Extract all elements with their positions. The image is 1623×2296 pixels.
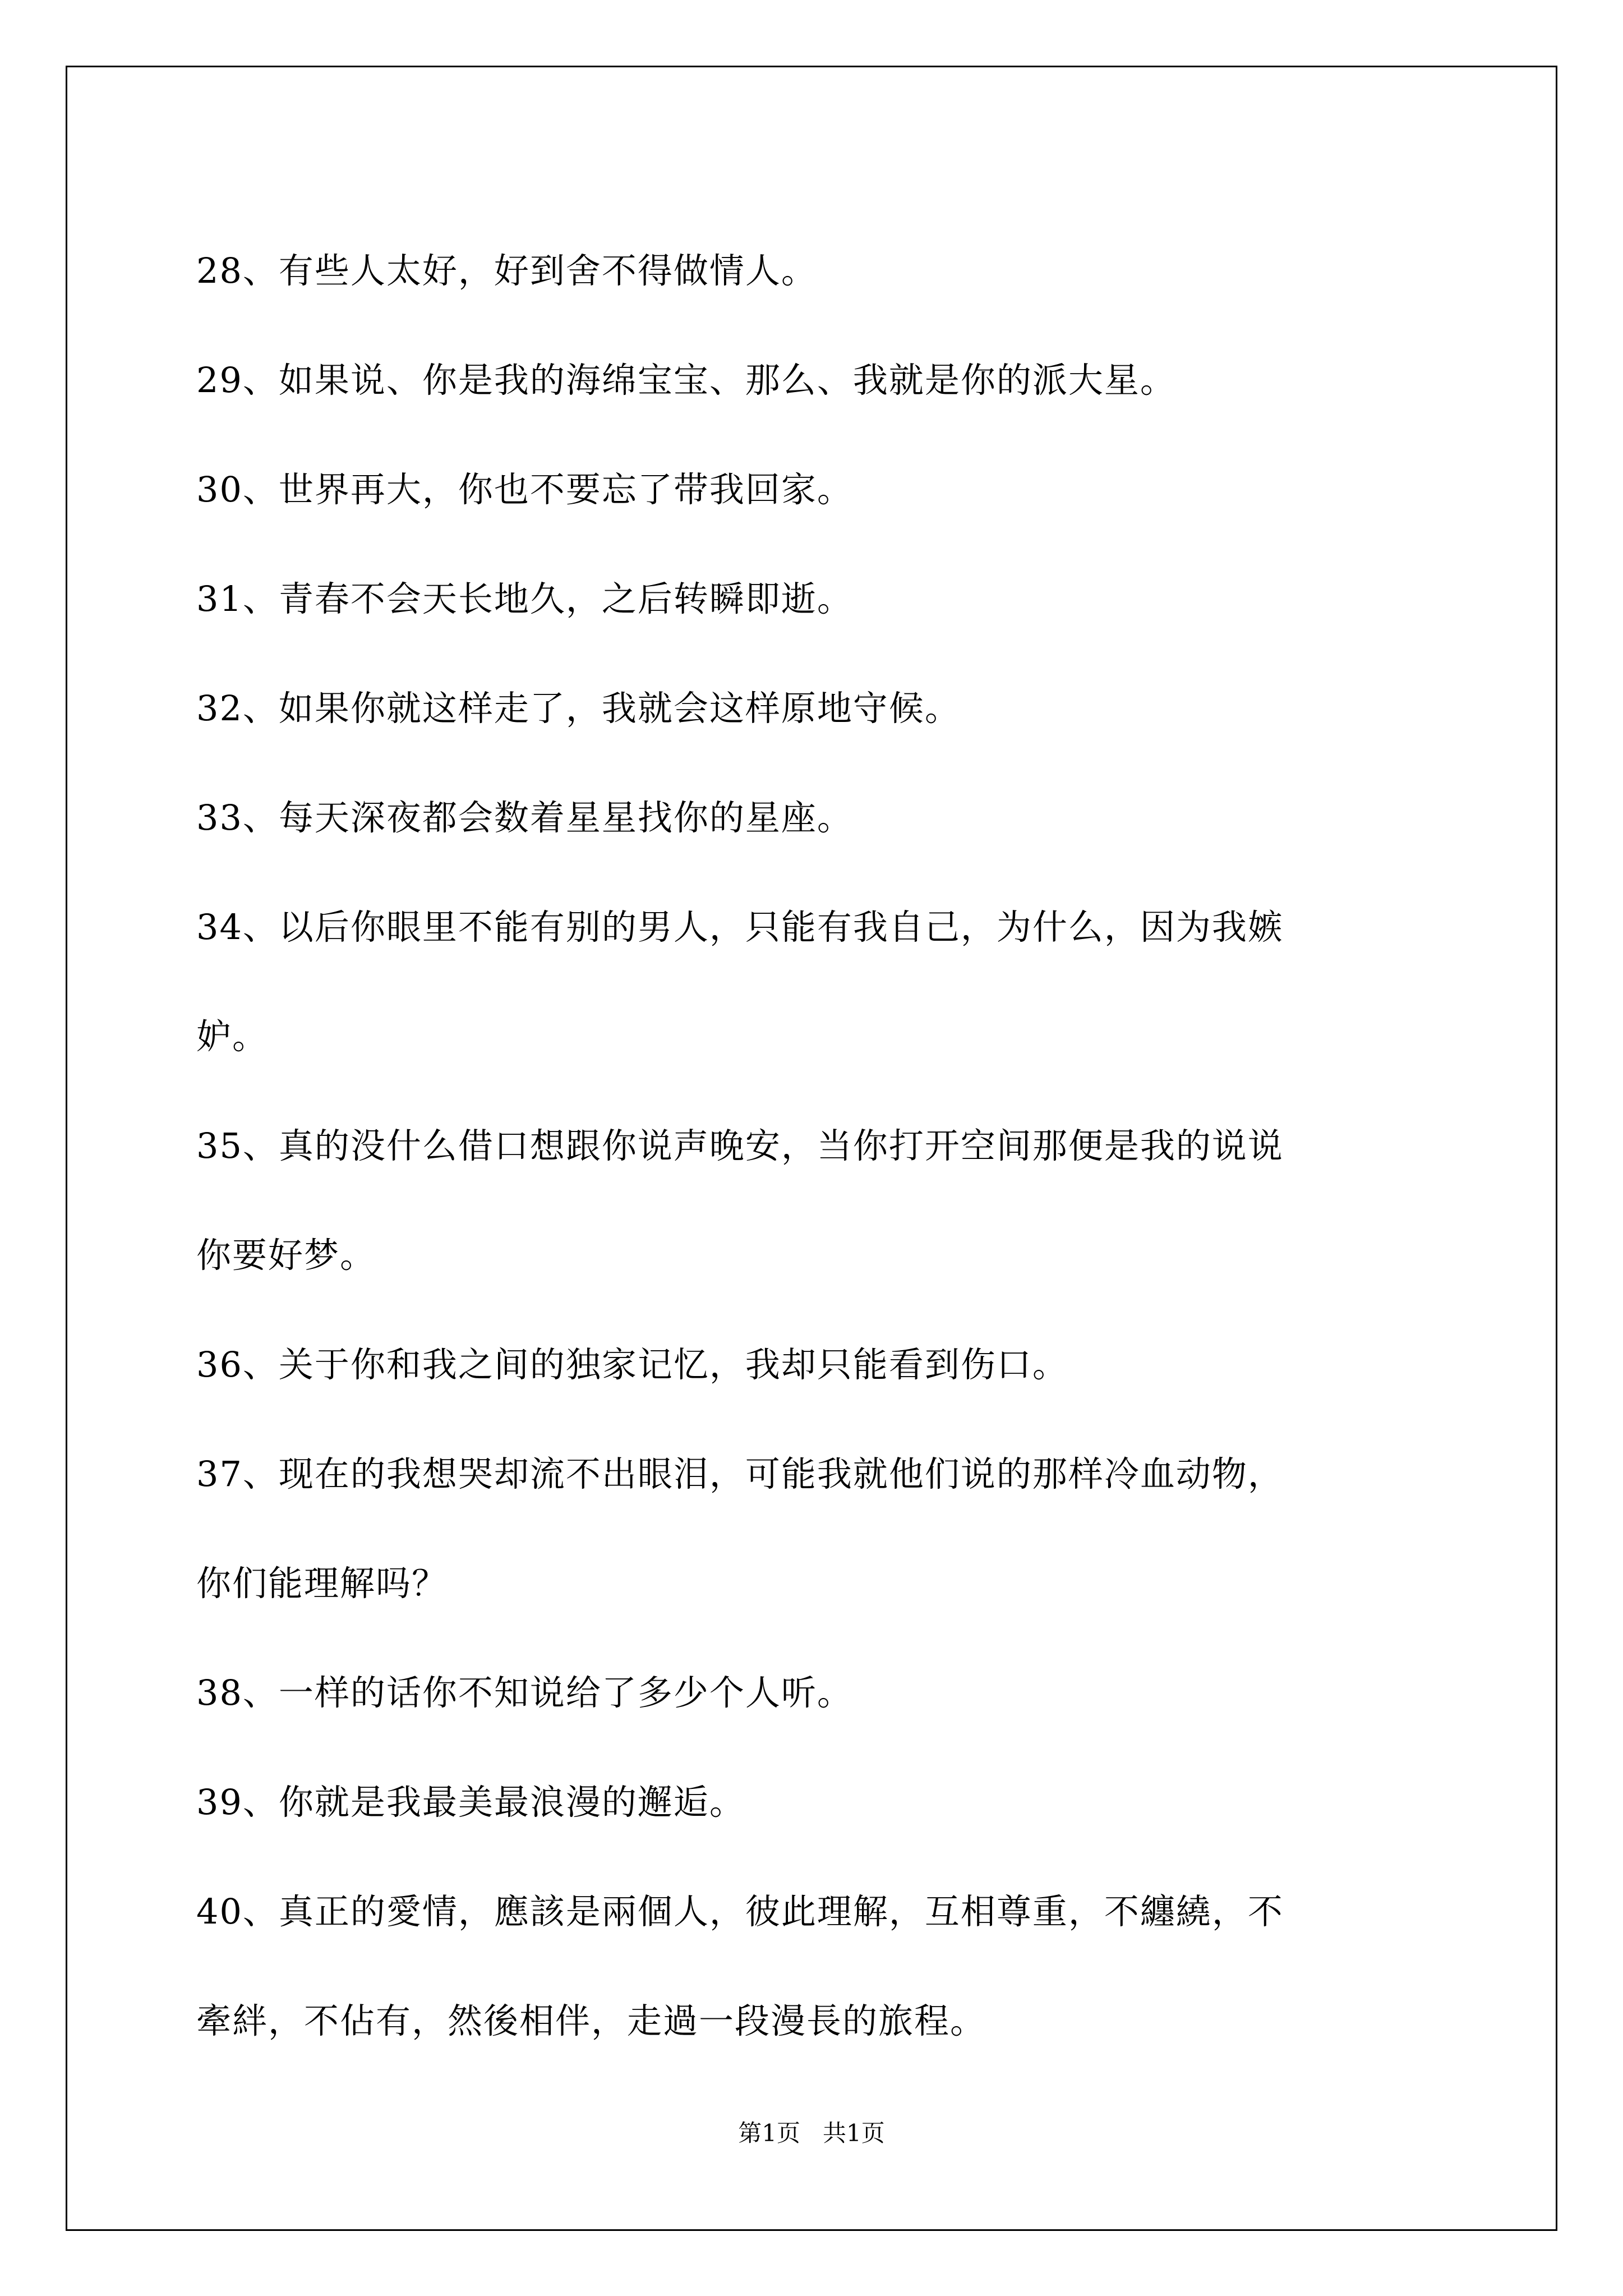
entry-line: 30、世界再大，你也不要忘了带我回家。 (196, 469, 853, 510)
entry-line: 29、如果说、你是我的海绵宝宝、那么、我就是你的派大星。 (196, 360, 1176, 401)
entry-31 (196, 544, 1436, 654)
entry-32 (196, 654, 1436, 763)
entry-line: 你要好梦。 (196, 1235, 376, 1276)
page-footer: 第1页 共1页 (738, 2119, 885, 2147)
entry-line: 34、以后你眼里不能有别的男人，只能有我自己，为什么，因为我嫉 (196, 907, 1284, 947)
entry-line: 35、真的没什么借口想跟你说声晚安，当你打开空间那便是我的说说 (196, 1125, 1284, 1166)
entry-38 (196, 1638, 1436, 1747)
entry-line: 39、你就是我最美最浪漫的邂逅。 (196, 1782, 745, 1823)
entry-line: 28、有些人太好，好到舍不得做情人。 (196, 250, 817, 291)
entry-35 (196, 1091, 1436, 1310)
entry-line: 37、现在的我想哭却流不出眼泪，可能我就他们说的那样冷血动物， (196, 1453, 1284, 1494)
entry-line: 你们能理解吗？ (196, 1563, 448, 1604)
entry-37 (196, 1419, 1436, 1638)
entry-line: 32、如果你就这样走了，我就会这样原地守候。 (196, 688, 961, 729)
entry-line: 36、关于你和我之间的独家记忆，我却只能看到伤口。 (196, 1344, 1068, 1385)
entry-34 (196, 872, 1436, 1091)
entry-40 (196, 1857, 1436, 2076)
entry-line: 31、青春不会天长地久，之后转瞬即逝。 (196, 578, 853, 619)
entry-28 (196, 216, 1436, 325)
entry-36 (196, 1310, 1436, 1419)
entry-line: 40、真正的愛情，應該是兩個人，彼此理解，互相尊重，不纏繞，不 (196, 1891, 1284, 1932)
entry-39 (196, 1747, 1436, 1857)
entry-line: 33、每天深夜都会数着星星找你的星座。 (196, 797, 853, 838)
entry-30 (196, 435, 1436, 544)
document-body (196, 216, 1436, 2076)
entry-line: 38、一样的话你不知说给了多少个人听。 (196, 1672, 853, 1713)
entry-29 (196, 325, 1436, 435)
entry-line: 妒。 (196, 1016, 269, 1057)
entry-33 (196, 763, 1436, 872)
entry-line: 牽絆，不佔有，然後相伴，走過一段漫長的旅程。 (196, 2000, 986, 2041)
